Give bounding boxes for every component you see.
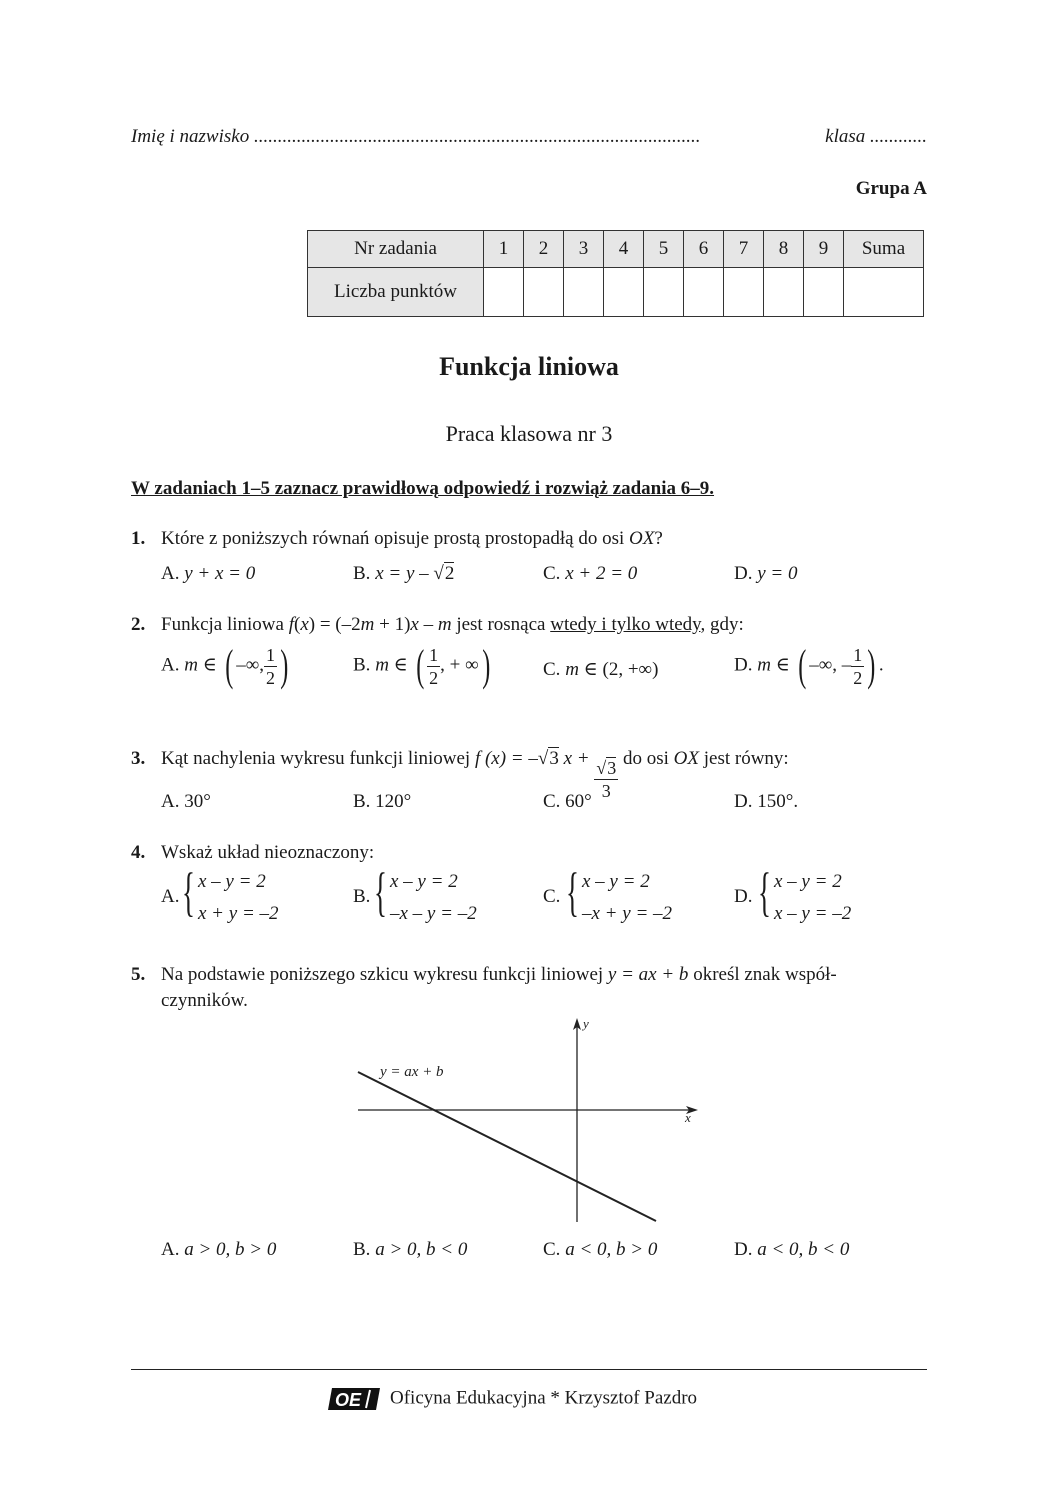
footer: [326, 1386, 697, 1412]
equation: x – y = 2: [390, 871, 458, 892]
text-part: m: [437, 614, 452, 635]
period: .: [878, 654, 884, 676]
points-cell[interactable]: [804, 268, 844, 317]
linear-function-graph: [340, 1010, 710, 1230]
equation: –x – y = –2: [390, 903, 477, 924]
text-part: f: [288, 614, 294, 635]
element-of-symbol: ∈: [775, 654, 790, 676]
sqrt-radicand: 3: [549, 748, 559, 769]
element-of-symbol: ∈: [202, 654, 217, 676]
question-number: 2.: [131, 614, 146, 635]
denominator: 2: [429, 667, 439, 688]
class-field-label: klasa ............: [825, 126, 927, 147]
question-text: [161, 748, 789, 800]
denominator: 3: [601, 781, 611, 801]
question-number: 3.: [131, 748, 146, 769]
sum-header-cell: Suma: [844, 231, 924, 268]
text-part: jest równy:: [698, 748, 789, 769]
q2-answer-a[interactable]: [161, 641, 292, 690]
text-part: , gdy:: [700, 614, 744, 635]
text-part: OX: [673, 748, 699, 769]
instructions: W zadaniach 1–5 zaznacz prawidłową odpowiedź i rozwiąż zadania 6–9.: [131, 478, 715, 499]
fraction: [264, 646, 277, 687]
brace: {: [374, 862, 387, 922]
answer-text: ∈ (2, +∞): [583, 659, 659, 680]
q5-answer-d[interactable]: [734, 1239, 849, 1261]
right-paren: ): [481, 641, 491, 690]
answer-label: A.: [161, 563, 180, 584]
left-paren: (: [415, 641, 424, 690]
sqrt-radicand: 3: [607, 758, 617, 778]
q4-answer-a[interactable]: [182, 862, 342, 931]
answer-text: a > 0, b > 0: [184, 1239, 277, 1260]
answer-label: C.: [543, 659, 561, 680]
answer-text: a < 0, b < 0: [757, 1239, 850, 1260]
q5-answer-a[interactable]: [161, 1239, 276, 1261]
answer-label: B.: [353, 563, 371, 584]
sqrt-radicand: 2: [444, 563, 455, 584]
text-part: m: [360, 614, 375, 635]
answer-label: C.: [543, 563, 561, 584]
answer-label: A.: [161, 1239, 180, 1260]
q4-answer-b[interactable]: [374, 862, 534, 931]
page-subtitle: Praca klasowa nr 3: [445, 421, 613, 446]
answer-label: D.: [734, 654, 753, 676]
question-text: [161, 614, 744, 636]
text-part: jest rosnąca: [451, 614, 551, 635]
question-text: [161, 528, 663, 550]
q4-answer-c[interactable]: [566, 862, 726, 931]
score-table-header-row: [308, 231, 924, 268]
equation: x + y = –2: [198, 903, 279, 924]
numerator: 1: [853, 644, 863, 665]
denominator: 2: [266, 667, 275, 688]
group-label: Grupa A: [855, 178, 927, 199]
text-part: y = ax + b: [607, 964, 689, 985]
q2-answer-c[interactable]: [543, 658, 658, 681]
text-part: + 1): [374, 614, 411, 635]
q3-answer-d[interactable]: D. 150°.: [734, 791, 799, 812]
answer-label: D.: [734, 1239, 753, 1260]
row-label-points: Liczba punktów: [308, 268, 484, 317]
answer-label: B.: [353, 1239, 371, 1260]
answer-text: x = y –: [375, 563, 434, 584]
x-axis-label: x: [685, 1110, 691, 1125]
answer-text: a > 0, b < 0: [375, 1239, 468, 1260]
equation: x – y = 2: [774, 871, 842, 892]
points-cell[interactable]: [724, 268, 764, 317]
fraction: [594, 759, 618, 800]
question-number: 4.: [131, 842, 146, 863]
points-cell[interactable]: [484, 268, 524, 317]
text-part: Kąt nachylenia wykresu funkcji liniowej: [161, 748, 475, 769]
interval-text: –∞,: [236, 654, 264, 676]
task-number-cell: 4: [604, 231, 644, 268]
q5-answer-b[interactable]: [353, 1239, 467, 1261]
answer-var: m: [184, 654, 198, 676]
publisher-name: Oficyna Edukacyjna * Krzysztof Pazdro: [390, 1387, 698, 1409]
text-part: określ znak współ-: [688, 964, 837, 985]
equation: x – y = 2: [582, 871, 650, 892]
answer-label: D.: [734, 563, 753, 584]
text-part: (: [293, 614, 301, 635]
q4-label-b[interactable]: B.: [353, 886, 371, 907]
text-part: Funkcja liniowa: [161, 614, 289, 635]
page-title: Funkcja liniowa: [439, 352, 619, 381]
q3-answer-b[interactable]: B. 120°: [353, 791, 412, 812]
q4-label-a[interactable]: A.: [161, 886, 180, 907]
answer-var: m: [375, 654, 389, 676]
text-part: ?: [654, 528, 663, 549]
q2-answer-b[interactable]: [353, 641, 493, 690]
answer-label: B.: [353, 654, 371, 676]
answer-label: C.: [543, 1239, 561, 1260]
equation: –x + y = –2: [582, 903, 673, 924]
score-table-points-row: [308, 268, 924, 317]
right-paren: ): [280, 641, 289, 690]
brace: {: [758, 862, 771, 922]
task-number-cell: 9: [804, 231, 844, 268]
sqrt-symbol: √: [433, 563, 444, 584]
footer-divider: [131, 1369, 927, 1370]
task-number-cell: 7: [724, 231, 764, 268]
task-number-cell: 8: [764, 231, 804, 268]
numerator: [594, 759, 618, 780]
brace: {: [182, 862, 195, 922]
line-label: y = ax + b: [380, 1064, 444, 1080]
element-of-symbol: ∈: [393, 654, 408, 676]
q5-answer-c[interactable]: [543, 1239, 657, 1261]
left-paren: (: [797, 641, 806, 690]
task-number-cell: 2: [524, 231, 564, 268]
text-part: –: [418, 614, 438, 635]
numerator: 1: [429, 644, 439, 665]
answer-text: y + x = 0: [184, 563, 256, 584]
answer-text: a < 0, b > 0: [565, 1239, 658, 1260]
underlined-text: wtedy i tylko wtedy: [550, 614, 701, 635]
text-part: x: [300, 614, 309, 635]
fraction: [427, 646, 440, 687]
task-number-cell: 5: [644, 231, 684, 268]
answer-var: m: [757, 654, 771, 676]
points-cell[interactable]: [644, 268, 684, 317]
question-text: Wskaż układ nieoznaczony:: [161, 842, 375, 863]
question-number: 5.: [131, 964, 146, 985]
equation: x – y = –2: [774, 903, 852, 924]
task-number-cell: 3: [564, 231, 604, 268]
text-part: Na podstawie poniższego szkicu wykresu funkcji liniowej: [161, 964, 608, 985]
text-part: ) = (–2: [308, 614, 361, 635]
q4-label-c[interactable]: C.: [543, 886, 561, 907]
student-header: [131, 126, 927, 154]
q1-answer-a[interactable]: [161, 563, 255, 585]
y-axis-label: y: [583, 1016, 589, 1031]
points-cell[interactable]: [564, 268, 604, 317]
name-field-label: Imię i nazwisko ..............................................................................................: [131, 126, 701, 147]
right-paren: ): [867, 641, 876, 690]
points-cell[interactable]: [684, 268, 724, 317]
function-line: [358, 1072, 656, 1221]
question-number: 1.: [131, 528, 146, 549]
task-number-cell: 1: [484, 231, 524, 268]
q1-answer-b[interactable]: [353, 563, 454, 585]
equation: x – y = 2: [198, 871, 266, 892]
points-cell[interactable]: [604, 268, 644, 317]
interval-text: , + ∞: [440, 654, 479, 676]
answer-label: A.: [161, 654, 180, 676]
q4-label-d[interactable]: D.: [734, 886, 753, 907]
q1-answer-c[interactable]: [543, 563, 637, 585]
logo-text: OE: [335, 1390, 362, 1410]
points-sum-cell[interactable]: [844, 268, 924, 317]
left-paren: (: [224, 641, 233, 690]
q3-answer-a[interactable]: A. 30°: [161, 791, 211, 812]
q1-answer-d[interactable]: [734, 563, 798, 585]
task-number-cell: 6: [684, 231, 724, 268]
question-text: [161, 964, 837, 986]
publisher-logo-icon: [326, 1386, 382, 1412]
function-expression: x +: [563, 748, 590, 769]
points-cell[interactable]: [524, 268, 564, 317]
sqrt-symbol: √: [537, 748, 549, 769]
row-label-task-number: Nr zadania: [308, 231, 484, 268]
answer-text: y = 0: [757, 563, 798, 584]
answer-text: x + 2 = 0: [565, 563, 638, 584]
text-part: OX: [629, 528, 655, 549]
score-table: [307, 230, 924, 317]
points-cell[interactable]: [764, 268, 804, 317]
q4-answer-d[interactable]: [758, 862, 918, 931]
text-part: x: [410, 614, 419, 635]
sqrt-symbol: √: [596, 758, 607, 778]
interval-text: –∞, –: [809, 654, 852, 676]
function-expression: f (x) = –: [474, 748, 538, 769]
q3-answer-c[interactable]: C. 60°: [543, 791, 592, 812]
question-text-continued: czynników.: [161, 990, 248, 1011]
denominator: 2: [853, 667, 863, 688]
answer-var: m: [565, 659, 579, 680]
brace: {: [566, 862, 579, 922]
q2-answer-d[interactable]: [734, 641, 884, 690]
text-part: do osi: [618, 748, 674, 769]
numerator: 1: [266, 644, 275, 665]
fraction: [851, 646, 864, 687]
text-part: Które z poniższych równań opisuje prostą prostopadłą do osi: [161, 528, 630, 549]
